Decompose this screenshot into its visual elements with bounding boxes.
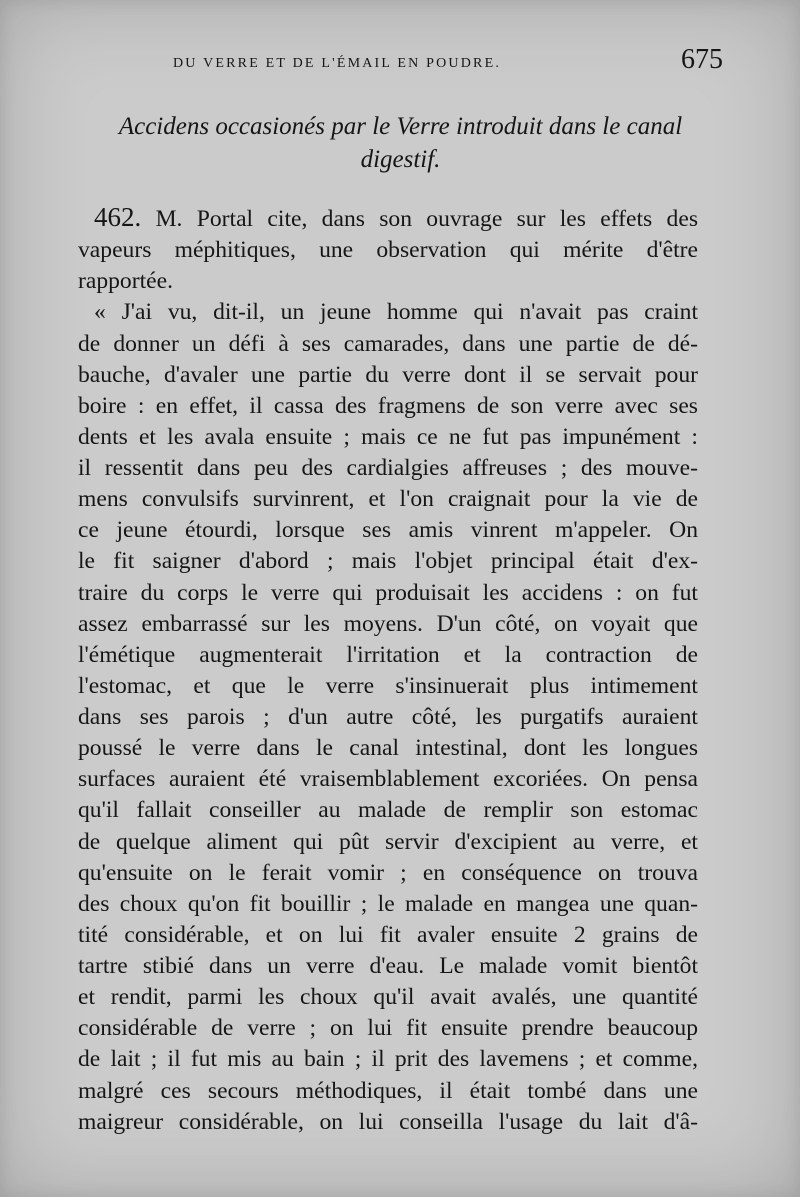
- text-line: « J'ai vu, dit-il, un jeune homme qui n'avait pas craint: [94, 299, 698, 326]
- body-text: [78, 202, 698, 1138]
- text-line: des choux qu'on fit bouillir ; le malade en mangea une quan-: [78, 890, 698, 917]
- text-line: de donner un défi à ses camarades, dans une partie de dé-: [78, 330, 698, 357]
- text-line: tité considérable, et on lui fit avaler ensuite 2 grains de: [78, 921, 698, 948]
- text-line: considérable de verre ; on lui fit ensuite prendre beaucoup: [78, 1015, 698, 1042]
- text-line: traire du corps le verre qui produisait les accidens : on fut: [78, 579, 698, 606]
- text-line: bauche, d'avaler une partie du verre dont il se servait pour: [78, 361, 698, 388]
- text-line: maigreur considérable, on lui conseilla l'usage du lait d'â-: [78, 1108, 698, 1135]
- running-head: DU VERRE ET DE L'ÉMAIL EN POUDRE.: [173, 56, 502, 71]
- text-line: rapportée.: [78, 268, 173, 295]
- text-line: poussé le verre dans le canal intestinal, dont les longues: [78, 735, 698, 762]
- text-line: et rendit, parmi les choux qu'il avait avalés, une quantité: [78, 984, 698, 1011]
- text-line: de lait ; il fut mis au bain ; il prit des lavemens ; et comme,: [78, 1046, 698, 1073]
- text-line: vapeurs méphitiques, une observation qui mérite d'être: [78, 237, 698, 264]
- text-line: l'estomac, et que le verre s'insinuerait plus intimement: [78, 672, 698, 699]
- page-header: [78, 44, 723, 90]
- section-title: [78, 110, 723, 176]
- text-line: dents et les avala ensuite ; mais ce ne fut pas impunément :: [78, 423, 698, 450]
- text-line: tartre stibié dans un verre d'eau. Le malade vomit bientôt: [78, 953, 698, 979]
- text-line: dans ses parois ; d'un autre côté, les purgatifs auraient: [78, 704, 698, 730]
- text-line: qu'ensuite on le ferait vomir ; en conséquence on trouva: [78, 859, 698, 886]
- text-line: malgré ces secours méthodiques, il était tombé dans une: [78, 1077, 698, 1104]
- text-line: le fit saigner d'abord ; mais l'objet principal était d'ex-: [78, 548, 698, 575]
- text-line: l'émétique augmenterait l'irritation et la contraction de: [78, 641, 698, 668]
- paragraph-number: 462.: [94, 202, 142, 232]
- section-title-line-1: Accidens occasionés par le Verre introduit dans le canal: [118, 113, 683, 140]
- text-line: il ressentit dans peu des cardialgies affreuses ; des mouve-: [78, 455, 698, 481]
- text-line: boire : en effet, il cassa des fragmens de son verre avec ses: [78, 392, 698, 419]
- text-line: qu'il fallait conseiller au malade de remplir son estomac: [78, 797, 698, 824]
- section-title-line-2: digestif.: [360, 146, 441, 173]
- text-line: de quelque aliment qui pût servir d'excipient au verre, et: [78, 828, 698, 855]
- text-line: assez embarrassé sur les moyens. D'un côté, on voyait que: [78, 610, 698, 637]
- text-line-content: M. Portal cite, dans son ouvrage sur les effets des: [155, 206, 698, 232]
- text-line: [78, 202, 698, 235]
- text-line: surfaces auraient été vraisemblablement excoriées. On pensa: [78, 766, 698, 793]
- text-line: mens convulsifs survinrent, et l'on craignait pour la vie de: [78, 486, 698, 513]
- text-line: ce jeune étourdi, lorsque ses amis vinrent m'appeler. On: [78, 517, 698, 544]
- page-number: 675: [681, 44, 723, 75]
